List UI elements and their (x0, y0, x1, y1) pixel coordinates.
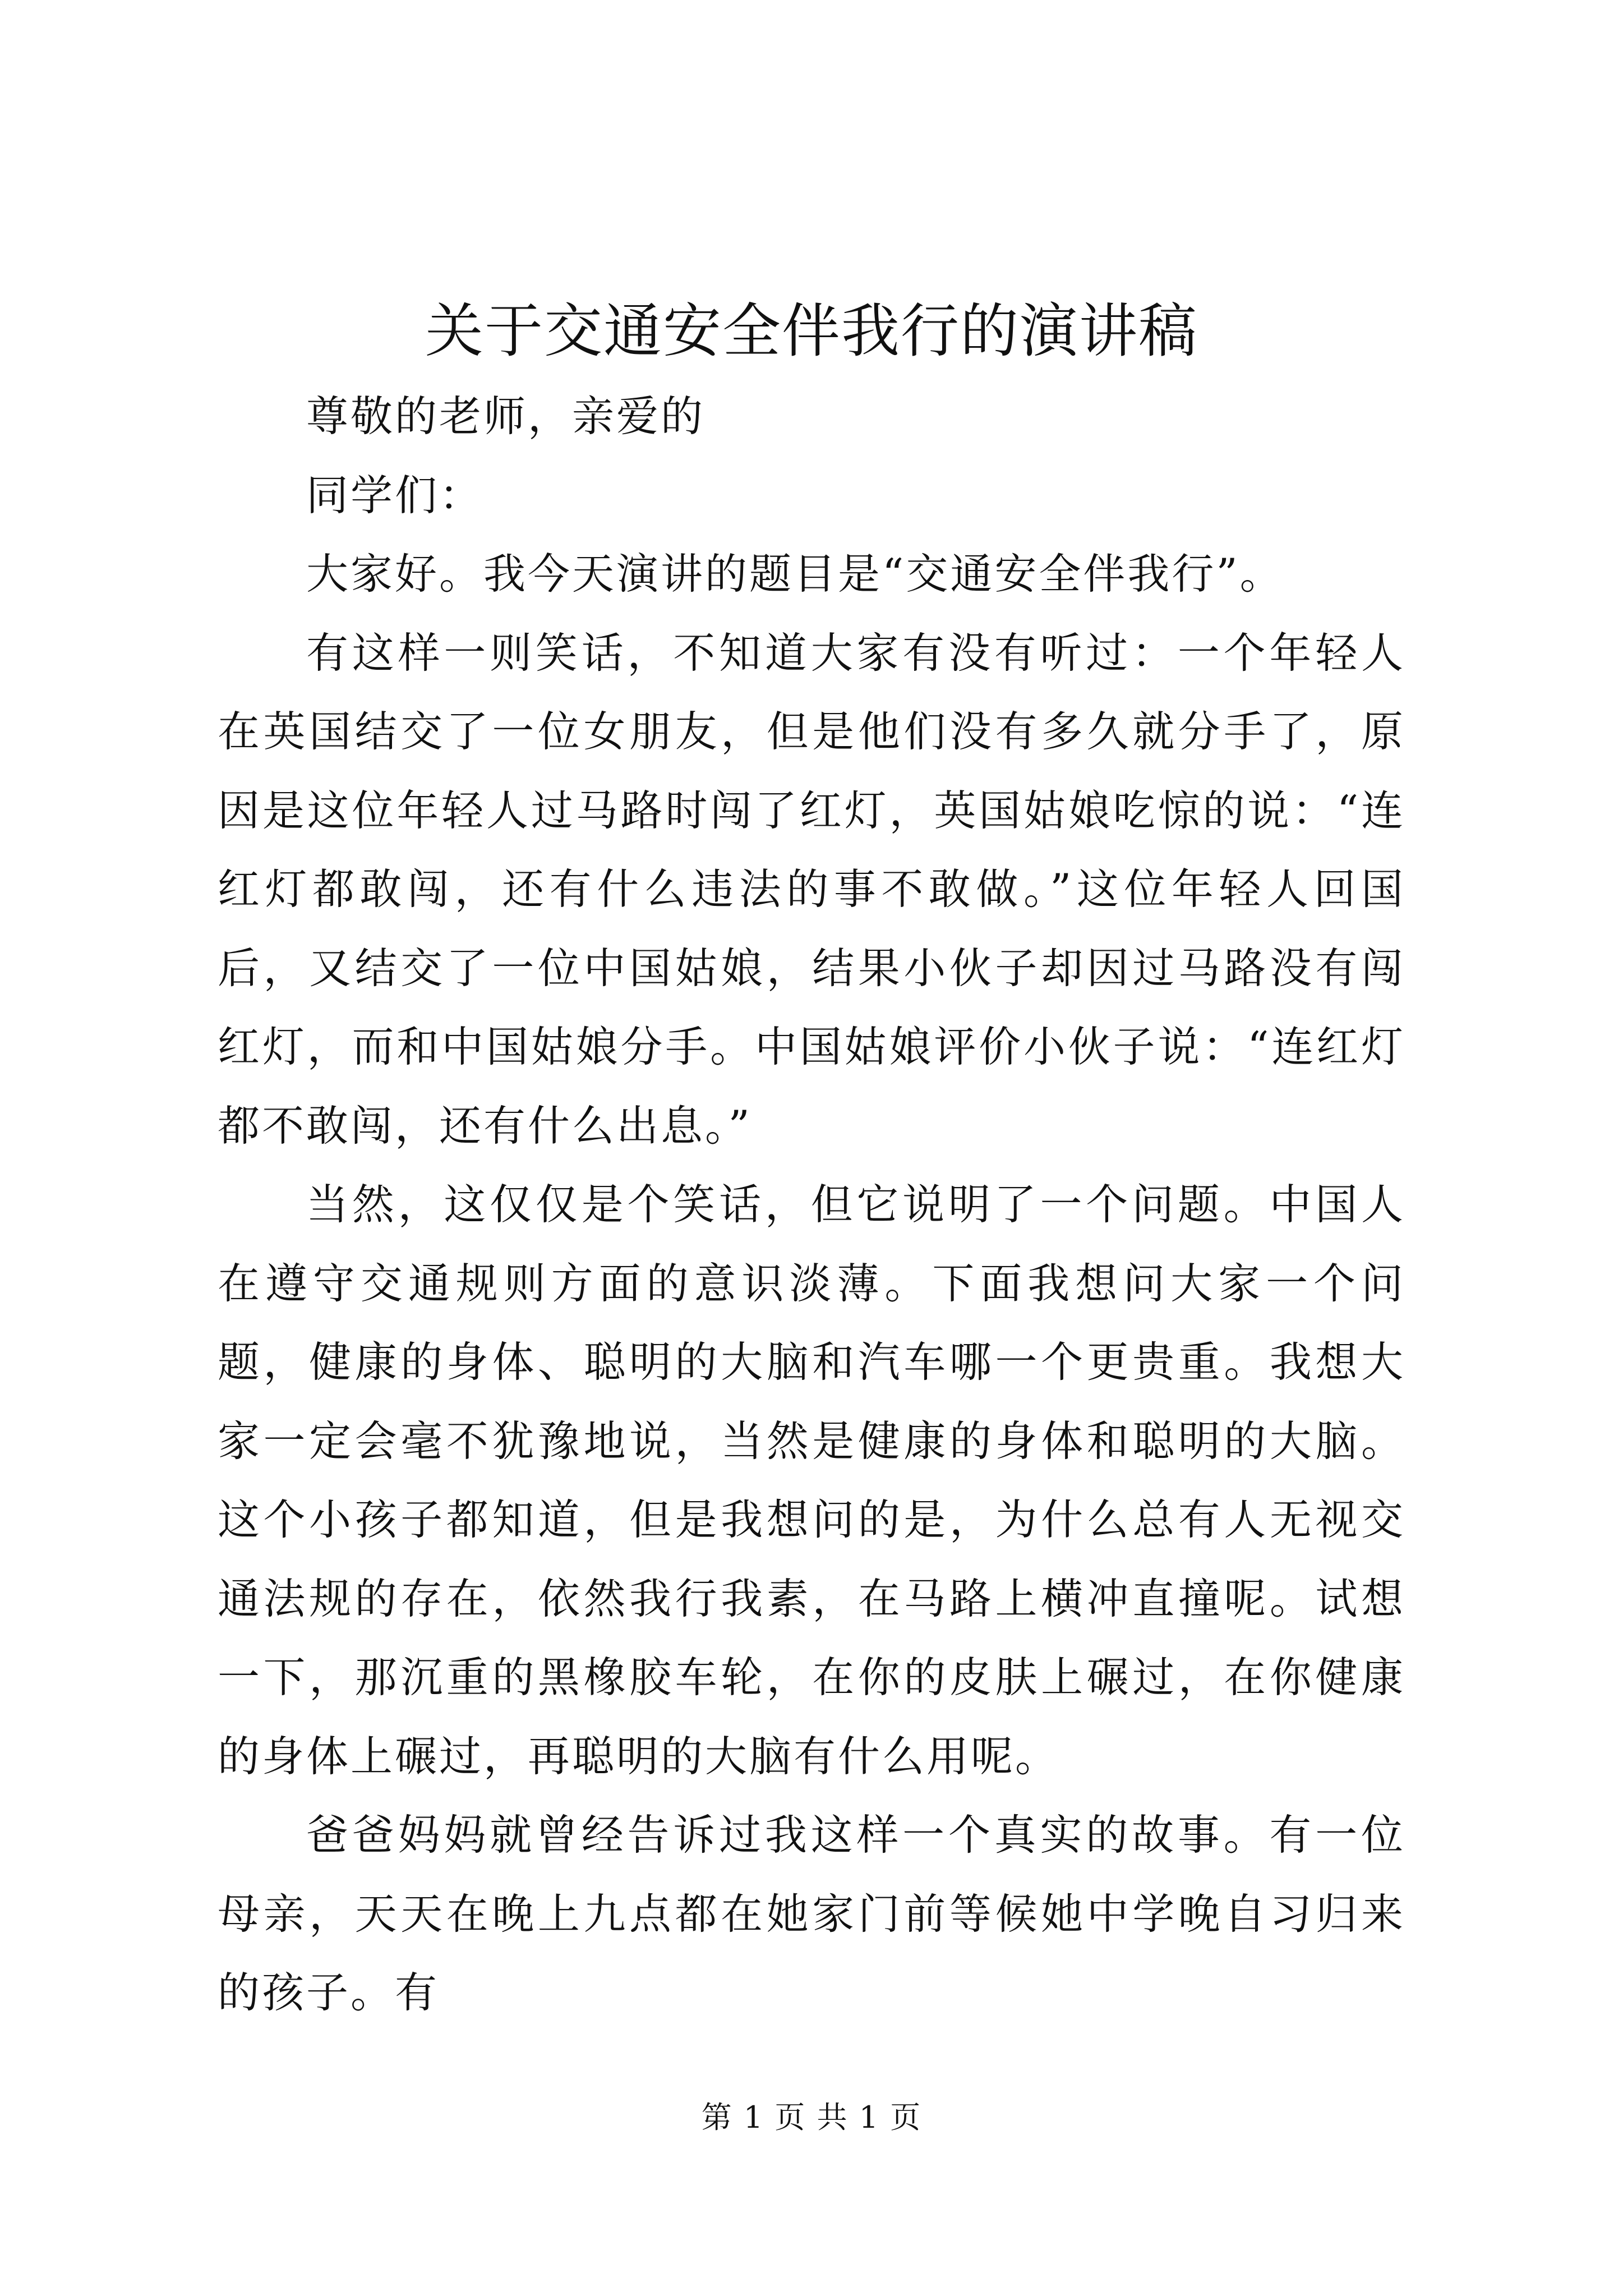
paragraph-story: 爸爸妈妈就曾经告诉过我这样一个真实的故事。有一位母亲，天天在晚上九点都在她家门前等候她中学晚自习归来的孩子。有 (218, 1810, 1405, 2017)
paragraph-greeting: 大家好。我今天演讲的题目是“交通安全伴我行”。 (306, 549, 1284, 599)
document-title: 关于交通安全伴我行的演讲稿 (425, 297, 1198, 365)
paragraph-question: 当然，这仅仅是个笑话，但它说明了一个问题。中国人在遵守交通规则方面的意识淡薄。下面我想问大家一个问题，健康的身体、聪明的大脑和汽车哪一个更贵重。我想大家一定会毫不犹豫地说，当然是健康的身体和聪明的大脑。这个小孩子都知道，但是我想问的是，为什么总有人无视交通法规的存在，依然我行我素，在马路上横冲直撞呢。试想一下，那沉重的黑橡胶车轮，在你的皮肤上碾过，在你健康的身体上碾过，再聪明的大脑有什么用呢。 (218, 1180, 1405, 1781)
salutation-line-1: 尊敬的老师，亲爱的 (306, 392, 706, 441)
document-body (218, 377, 1405, 2032)
paragraph-joke: 有这样一则笑话，不知道大家有没有听过：一个年轻人在英国结交了一位女朋友，但是他们没有多久就分手了，原因是这位年轻人过马路时闯了红灯，英国姑娘吃惊的说：“连红灯都敢闯，还有什么违法的事不敢做。”这位年轻人回国后，又结交了一位中国姑娘，结果小伙子却因过马路没有闯红灯，而和中国姑娘分手。中国姑娘评价小伙子说：“连红灯都不敢闯，还有什么出息。” (218, 628, 1405, 1151)
page-footer: 第 1 页 共 1 页 (701, 2100, 922, 2135)
salutation-line-2: 同学们： (306, 470, 484, 520)
